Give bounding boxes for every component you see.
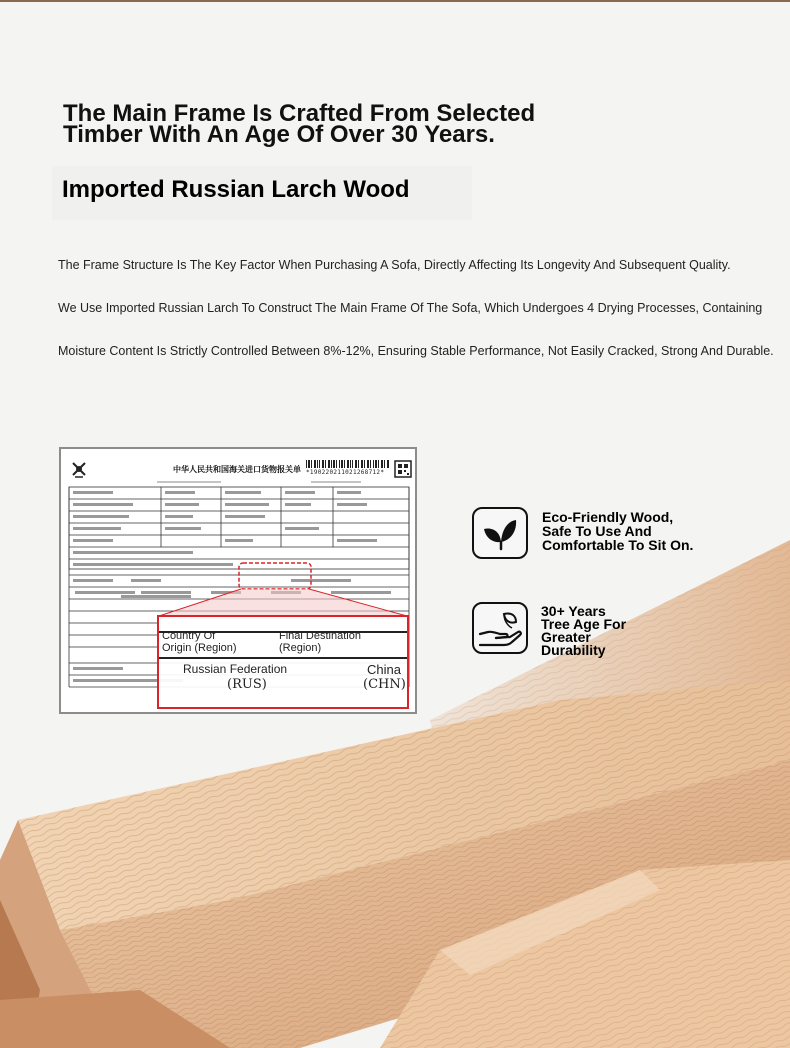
eco-feature-text — [542, 510, 693, 552]
origin-country-code: (RUS) — [227, 677, 267, 692]
origin-label-line-1: Country Of — [162, 630, 216, 642]
section-subheading: Imported Russian Larch Wood — [52, 166, 472, 220]
feature-1-line-1: Eco-Friendly Wood, — [542, 509, 674, 525]
page-headline — [63, 100, 543, 148]
document-title: 中华人民共和国海关进口货物报关单 — [173, 465, 301, 474]
customs-declaration-document — [59, 447, 417, 714]
durability-feature-text — [541, 605, 626, 657]
headline-line-2: Timber With An Age Of Over 30 Years. — [63, 121, 495, 148]
feature-2-line-1: 30+ Years — [541, 603, 606, 619]
origin-label-line-2: Origin (Region) — [162, 642, 237, 654]
qr-code-icon — [395, 461, 411, 477]
destination-label-line-1: Final Destination — [279, 630, 361, 642]
feature-1-line-3: Comfortable To Sit On. — [542, 537, 694, 553]
customs-emblem-icon — [73, 463, 85, 477]
barcode-number: *190220211021268712* — [306, 469, 385, 476]
durability-feature-icon-box — [472, 602, 528, 654]
feature-2-line-3: Greater — [541, 629, 591, 645]
destination-country-value: China — [367, 662, 401, 677]
headline-line-1: The Main Frame Is Crafted From Selected — [63, 100, 536, 127]
feature-1-line-2: Safe To Use And — [542, 523, 652, 539]
description-paragraph-3: Moisture Content Is Strictly Controlled Between 8%-12%, Ensuring Stable Performance, Not Easily Cracked, Strong And Durable. — [58, 344, 774, 358]
description-paragraph-1: The Frame Structure Is The Key Factor When Purchasing A Sofa, Directly Affecting Its Longevity And Subsequent Quality. — [58, 258, 731, 272]
leaf-icon — [474, 509, 526, 557]
hand-leaf-icon — [474, 604, 526, 654]
description-paragraph-2: We Use Imported Russian Larch To Construct The Main Frame Of The Sofa, Which Undergoes 4 Drying Processes, Containing — [58, 301, 763, 315]
top-border-line — [0, 0, 790, 2]
feature-2-line-4: Durability — [541, 642, 606, 658]
destination-label-line-2: (Region) — [279, 642, 322, 654]
origin-country-value: Russian Federation — [183, 662, 288, 676]
destination-country-code: (CHN) — [363, 677, 406, 692]
feature-2-line-2: Tree Age For — [541, 616, 627, 632]
origin-destination-callout — [157, 615, 409, 709]
eco-feature-icon-box — [472, 507, 528, 559]
